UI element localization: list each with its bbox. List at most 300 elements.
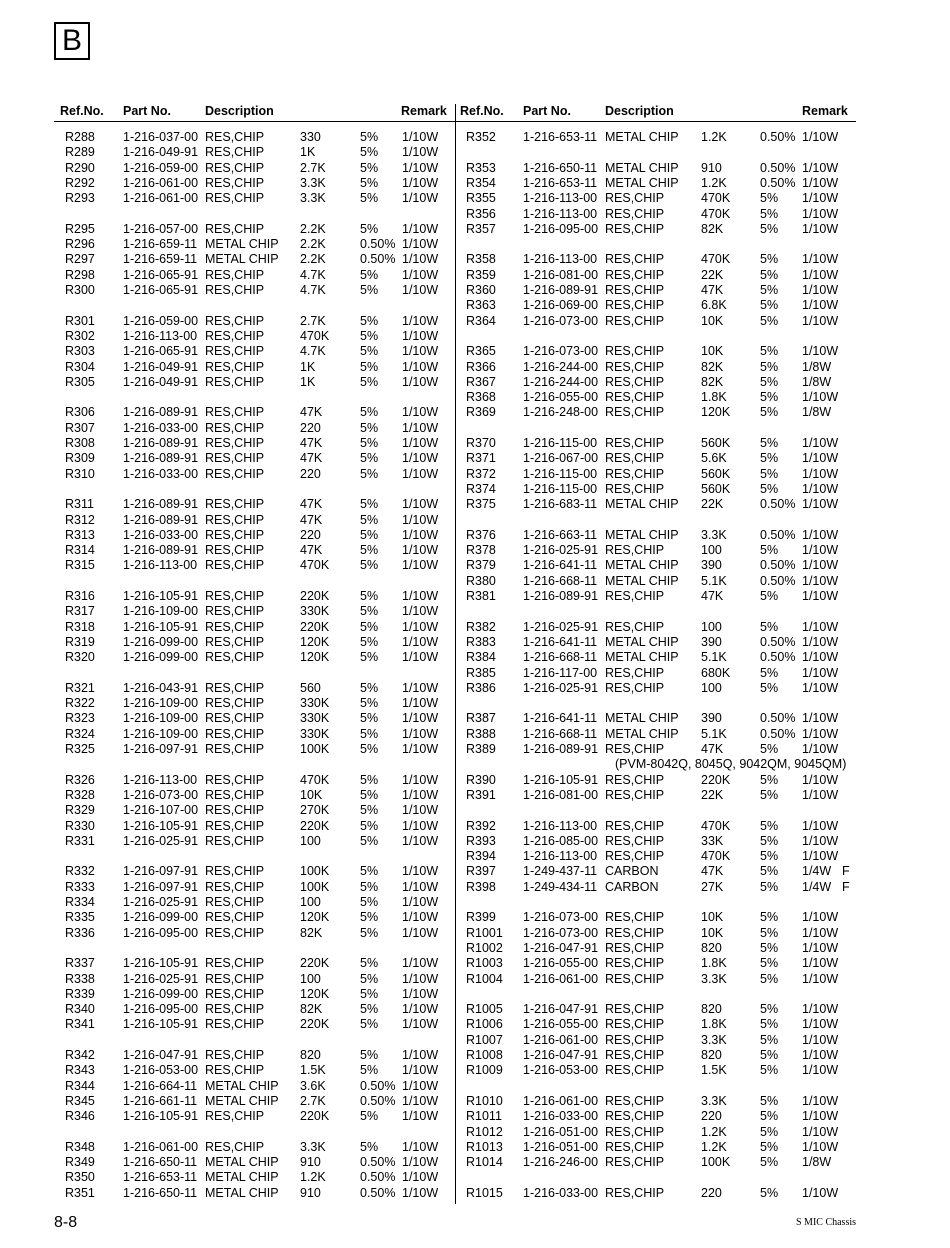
right-row-tol: 0.50% bbox=[760, 650, 796, 665]
right-row-value: 3.3K bbox=[701, 1093, 727, 1108]
right-row-desc: RES,CHIP bbox=[605, 1063, 665, 1078]
right-row-desc: RES,CHIP bbox=[605, 252, 665, 267]
right-row-watt: 1/8W bbox=[802, 1155, 832, 1170]
left-row-part: 1-216-089-91 bbox=[123, 405, 199, 420]
right-row-watt: 1/10W bbox=[802, 451, 839, 466]
right-row-tol: 5% bbox=[760, 481, 779, 496]
right-row-desc: METAL CHIP bbox=[605, 711, 679, 726]
left-row-desc: RES,CHIP bbox=[205, 589, 265, 603]
left-row-watt: 1/10W bbox=[402, 604, 439, 619]
left-row-ref: R293 bbox=[65, 191, 95, 206]
right-row-desc: METAL CHIP bbox=[605, 650, 679, 665]
right-row-desc: RES,CHIP bbox=[605, 971, 665, 986]
left-row-ref: R346 bbox=[65, 1109, 95, 1124]
left-row-value: 220K bbox=[300, 1017, 330, 1032]
left-row-tol: 5% bbox=[360, 1048, 379, 1062]
left-row-value: 220K bbox=[300, 818, 330, 833]
left-row-value: 120K bbox=[300, 634, 330, 649]
left-row-part: 1-216-113-00 bbox=[123, 558, 198, 573]
right-row-watt: 1/10W bbox=[802, 680, 839, 695]
right-row-desc: RES,CHIP bbox=[605, 910, 665, 925]
right-row-watt: 1/10W bbox=[802, 1139, 839, 1154]
left-row-value: 2.2K bbox=[300, 221, 326, 236]
left-row-watt: 1/10W bbox=[402, 1155, 439, 1170]
right-row-value: 820 bbox=[701, 1048, 722, 1062]
right-row-desc: RES,CHIP bbox=[605, 1124, 665, 1139]
left-row-part: 1-216-659-11 bbox=[123, 237, 198, 252]
right-row-ref: R1013 bbox=[466, 1139, 503, 1154]
left-row-value: 330K bbox=[300, 711, 330, 726]
left-row-value: 4.7K bbox=[300, 267, 326, 282]
right-row-tol: 5% bbox=[760, 619, 779, 634]
left-row-watt: 1/10W bbox=[402, 650, 439, 665]
left-row-value: 2.7K bbox=[300, 160, 326, 175]
left-row-part: 1-216-043-91 bbox=[123, 680, 199, 695]
right-row-part: 1-216-025-91 bbox=[523, 619, 599, 634]
right-row-watt: 1/8W bbox=[802, 405, 832, 420]
left-row-desc: RES,CHIP bbox=[205, 787, 265, 802]
left-row-watt: 1/10W bbox=[402, 925, 439, 940]
left-row-watt: 1/10W bbox=[402, 543, 439, 558]
right-row-value: 1.5K bbox=[701, 1063, 727, 1078]
left-row-watt: 1/10W bbox=[402, 1185, 439, 1200]
left-row-desc: METAL CHIP bbox=[205, 1093, 279, 1108]
right-row-watt: 1/10W bbox=[802, 436, 839, 450]
right-row-desc: RES,CHIP bbox=[605, 956, 665, 971]
left-row-tol: 5% bbox=[360, 1017, 379, 1032]
right-row-desc: RES,CHIP bbox=[605, 298, 665, 313]
left-row-tol: 5% bbox=[360, 910, 379, 925]
left-row-value: 1K bbox=[300, 359, 316, 374]
left-row-ref: R336 bbox=[65, 925, 95, 940]
right-row-ref: R389 bbox=[466, 742, 496, 756]
left-row-tol: 5% bbox=[360, 634, 379, 649]
left-row-watt: 1/10W bbox=[402, 512, 439, 527]
left-row-desc: RES,CHIP bbox=[205, 359, 265, 374]
right-row-desc: METAL CHIP bbox=[605, 175, 679, 190]
right-row-tol: 0.50% bbox=[760, 573, 796, 588]
left-row-watt: 1/10W bbox=[402, 267, 439, 282]
left-row-desc: RES,CHIP bbox=[205, 283, 265, 297]
left-row-tol: 5% bbox=[360, 221, 379, 236]
right-row-ref: R1009 bbox=[466, 1063, 503, 1078]
right-row-part: 1-216-095-00 bbox=[523, 221, 599, 236]
right-row-desc: RES,CHIP bbox=[605, 283, 665, 297]
left-row-value: 47K bbox=[300, 543, 323, 558]
left-row-watt: 1/10W bbox=[402, 696, 439, 711]
left-row-desc: RES,CHIP bbox=[205, 986, 265, 1001]
left-row-ref: R342 bbox=[65, 1048, 95, 1062]
left-row-tol: 5% bbox=[360, 864, 379, 879]
right-row-value: 1.2K bbox=[701, 1124, 727, 1139]
right-row-part: 1-216-653-11 bbox=[523, 130, 598, 144]
right-row-watt: 1/10W bbox=[802, 313, 839, 328]
left-row-tol: 0.50% bbox=[360, 1155, 396, 1170]
left-row-part: 1-216-109-00 bbox=[123, 696, 199, 711]
right-row-part: 1-216-081-00 bbox=[523, 267, 599, 282]
right-row-watt: 1/10W bbox=[802, 1093, 839, 1108]
right-row-tol: 0.50% bbox=[760, 558, 796, 573]
right-row-value: 120K bbox=[701, 405, 731, 420]
right-row-part: 1-216-663-11 bbox=[523, 527, 598, 542]
left-row-watt: 1/10W bbox=[402, 634, 439, 649]
right-row-value: 22K bbox=[701, 787, 724, 802]
left-row-watt: 1/10W bbox=[402, 374, 439, 389]
right-row-value: 5.1K bbox=[701, 650, 727, 665]
right-row-ref: R379 bbox=[466, 558, 496, 573]
left-row-tol: 0.50% bbox=[360, 1170, 396, 1185]
right-row-watt: 1/10W bbox=[802, 543, 839, 558]
left-row-part: 1-216-105-91 bbox=[123, 1017, 199, 1032]
left-row-ref: R351 bbox=[65, 1185, 95, 1200]
right-row-tol: 5% bbox=[760, 359, 779, 374]
left-row-value: 330 bbox=[300, 130, 321, 144]
left-row-watt: 1/10W bbox=[402, 910, 439, 925]
left-row-watt: 1/10W bbox=[402, 1002, 439, 1017]
right-row-ref: R1006 bbox=[466, 1017, 503, 1032]
right-row-tol: 5% bbox=[760, 665, 779, 680]
left-row-part: 1-216-037-00 bbox=[123, 130, 199, 144]
left-row-watt: 1/10W bbox=[402, 772, 439, 787]
right-row-tol: 5% bbox=[760, 1063, 779, 1078]
header-ref-no-left: Ref.No. bbox=[60, 104, 104, 118]
left-row-desc: RES,CHIP bbox=[205, 772, 265, 787]
right-row-tol: 5% bbox=[760, 680, 779, 695]
right-row-ref: R384 bbox=[466, 650, 496, 665]
right-row-value: 560K bbox=[701, 481, 731, 496]
left-row-ref: R343 bbox=[65, 1063, 95, 1078]
column-separator bbox=[455, 104, 456, 1204]
right-row-watt: 1/10W bbox=[802, 130, 839, 144]
left-row-desc: RES,CHIP bbox=[205, 650, 265, 665]
left-row-ref: R329 bbox=[65, 803, 95, 818]
left-row-desc: RES,CHIP bbox=[205, 680, 265, 695]
right-row-value: 5.1K bbox=[701, 726, 727, 741]
left-row-tol: 5% bbox=[360, 1002, 379, 1017]
left-row-watt: 1/10W bbox=[402, 742, 439, 756]
right-row-ref: R369 bbox=[466, 405, 496, 420]
right-row-watt: 1/10W bbox=[802, 1017, 839, 1032]
left-row-watt: 1/10W bbox=[402, 803, 439, 818]
right-row-value: 5.1K bbox=[701, 573, 727, 588]
left-row-desc: RES,CHIP bbox=[205, 512, 265, 527]
right-row-watt: 1/10W bbox=[802, 634, 839, 649]
right-row-value: 220 bbox=[701, 1109, 722, 1124]
right-row-desc: RES,CHIP bbox=[605, 267, 665, 282]
right-row-desc: RES,CHIP bbox=[605, 1185, 665, 1200]
left-row-watt: 1/10W bbox=[402, 726, 439, 741]
right-row-value: 220K bbox=[701, 772, 731, 787]
left-row-ref: R315 bbox=[65, 558, 95, 573]
right-row-part: 1-216-033-00 bbox=[523, 1185, 599, 1200]
left-row-value: 100 bbox=[300, 895, 321, 909]
right-row-desc: RES,CHIP bbox=[605, 206, 665, 221]
left-row-value: 120K bbox=[300, 986, 330, 1001]
right-row-ref: R372 bbox=[466, 466, 496, 481]
left-row-part: 1-216-089-91 bbox=[123, 512, 199, 527]
right-row-part: 1-216-248-00 bbox=[523, 405, 599, 420]
left-row-part: 1-216-089-91 bbox=[123, 543, 199, 558]
left-row-ref: R325 bbox=[65, 742, 95, 756]
left-row-tol: 5% bbox=[360, 436, 379, 450]
right-row-tol: 5% bbox=[760, 344, 779, 359]
left-row-tol: 5% bbox=[360, 130, 379, 144]
left-row-desc: RES,CHIP bbox=[205, 971, 265, 986]
left-row-tol: 5% bbox=[360, 925, 379, 940]
right-row-ref: R374 bbox=[466, 481, 496, 496]
left-row-watt: 1/10W bbox=[402, 818, 439, 833]
right-row-part: 1-216-641-11 bbox=[523, 711, 598, 726]
left-row-desc: RES,CHIP bbox=[205, 405, 265, 420]
left-row-part: 1-216-065-91 bbox=[123, 344, 199, 359]
right-row-watt: 1/10W bbox=[802, 910, 839, 925]
left-row-ref: R344 bbox=[65, 1078, 95, 1093]
left-row-part: 1-216-105-91 bbox=[123, 589, 199, 603]
left-row-desc: RES,CHIP bbox=[205, 696, 265, 711]
left-row-ref: R301 bbox=[65, 313, 95, 328]
right-row-value: 560K bbox=[701, 436, 731, 450]
right-row-flag: F bbox=[842, 879, 850, 894]
right-row-value: 1.2K bbox=[701, 1139, 727, 1154]
right-row-ref: R1014 bbox=[466, 1155, 503, 1170]
right-row-desc: METAL CHIP bbox=[605, 726, 679, 741]
right-row-tol: 0.50% bbox=[760, 130, 796, 144]
left-row-watt: 1/10W bbox=[402, 1078, 439, 1093]
right-row-tol: 5% bbox=[760, 390, 779, 405]
left-row-part: 1-216-099-00 bbox=[123, 634, 199, 649]
right-row-watt: 1/10W bbox=[802, 160, 839, 175]
left-row-tol: 5% bbox=[360, 1139, 379, 1154]
right-row-watt: 1/10W bbox=[802, 711, 839, 726]
header-ref-no-right: Ref.No. bbox=[460, 104, 504, 118]
right-row-part: 1-216-246-00 bbox=[523, 1155, 599, 1170]
left-row-desc: RES,CHIP bbox=[205, 145, 265, 160]
left-row-desc: RES,CHIP bbox=[205, 864, 265, 879]
left-row-desc: RES,CHIP bbox=[205, 726, 265, 741]
left-row-ref: R302 bbox=[65, 328, 95, 343]
right-row-desc: RES,CHIP bbox=[605, 1002, 665, 1017]
left-row-desc: METAL CHIP bbox=[205, 1155, 279, 1170]
right-row-ref: R1011 bbox=[466, 1109, 502, 1124]
left-row-value: 220 bbox=[300, 527, 321, 542]
right-row-desc: RES,CHIP bbox=[605, 436, 665, 450]
left-row-part: 1-216-065-91 bbox=[123, 283, 199, 297]
header-description-right: Description bbox=[605, 104, 674, 118]
left-row-tol: 5% bbox=[360, 680, 379, 695]
left-row-desc: RES,CHIP bbox=[205, 711, 265, 726]
right-row-watt: 1/10W bbox=[802, 925, 839, 940]
left-row-value: 330K bbox=[300, 604, 330, 619]
left-row-value: 330K bbox=[300, 726, 330, 741]
left-row-ref: R345 bbox=[65, 1093, 95, 1108]
section-label-box: B bbox=[54, 22, 90, 60]
left-row-watt: 1/10W bbox=[402, 344, 439, 359]
right-row-tol: 0.50% bbox=[760, 634, 796, 649]
left-row-value: 3.3K bbox=[300, 191, 326, 206]
left-row-watt: 1/10W bbox=[402, 497, 439, 512]
left-row-part: 1-216-105-91 bbox=[123, 818, 199, 833]
right-row-ref: R382 bbox=[466, 619, 496, 634]
left-row-tol: 5% bbox=[360, 711, 379, 726]
left-row-desc: RES,CHIP bbox=[205, 803, 265, 818]
right-row-desc: RES,CHIP bbox=[605, 925, 665, 940]
left-row-part: 1-216-061-00 bbox=[123, 191, 199, 206]
left-row-watt: 1/10W bbox=[402, 237, 439, 252]
left-row-ref: R328 bbox=[65, 787, 95, 802]
right-row-ref: R392 bbox=[466, 818, 496, 833]
left-row-part: 1-216-061-00 bbox=[123, 175, 199, 190]
right-row-watt: 1/10W bbox=[802, 497, 839, 512]
left-row-value: 220K bbox=[300, 589, 330, 603]
left-row-ref: R304 bbox=[65, 359, 95, 374]
left-row-watt: 1/10W bbox=[402, 221, 439, 236]
left-row-desc: RES,CHIP bbox=[205, 160, 265, 175]
right-row-watt: 1/10W bbox=[802, 818, 839, 833]
left-row-value: 100K bbox=[300, 879, 330, 894]
left-row-value: 2.2K bbox=[300, 237, 326, 252]
right-row-value: 220 bbox=[701, 1185, 722, 1200]
left-row-part: 1-216-095-00 bbox=[123, 1002, 199, 1017]
right-row-desc: CARBON bbox=[605, 864, 659, 879]
right-row-watt: 1/10W bbox=[802, 742, 839, 756]
left-row-tol: 5% bbox=[360, 558, 379, 573]
header-remark-right: Remark bbox=[802, 104, 848, 118]
left-row-tol: 5% bbox=[360, 374, 379, 389]
right-row-value: 390 bbox=[701, 711, 722, 726]
left-row-ref: R310 bbox=[65, 466, 95, 481]
left-row-ref: R290 bbox=[65, 160, 95, 175]
right-row-ref: R393 bbox=[466, 833, 496, 848]
left-row-tol: 5% bbox=[360, 191, 379, 206]
right-row-ref: R366 bbox=[466, 359, 496, 374]
right-row-watt: 1/10W bbox=[802, 252, 839, 267]
right-row-value: 820 bbox=[701, 1002, 722, 1017]
left-row-watt: 1/10W bbox=[402, 466, 439, 481]
left-row-desc: RES,CHIP bbox=[205, 558, 265, 573]
left-row-tol: 5% bbox=[360, 466, 379, 481]
right-row-ref: R397 bbox=[466, 864, 496, 879]
left-row-desc: RES,CHIP bbox=[205, 910, 265, 925]
right-row-ref: R398 bbox=[466, 879, 496, 894]
right-row-value: 47K bbox=[701, 283, 724, 297]
right-row-desc: METAL CHIP bbox=[605, 497, 679, 512]
left-row-desc: METAL CHIP bbox=[205, 1170, 279, 1185]
left-row-tol: 5% bbox=[360, 145, 379, 160]
right-row-part: 1-216-089-91 bbox=[523, 742, 599, 756]
left-row-tol: 5% bbox=[360, 833, 379, 848]
right-row-desc: RES,CHIP bbox=[605, 1017, 665, 1032]
right-row-ref: R381 bbox=[466, 589, 496, 603]
right-row-ref: R1007 bbox=[466, 1032, 503, 1047]
right-row-value: 470K bbox=[701, 206, 731, 221]
left-row-value: 10K bbox=[300, 787, 323, 802]
right-row-desc: RES,CHIP bbox=[605, 787, 665, 802]
right-row-tol: 5% bbox=[760, 543, 779, 558]
left-row-tol: 0.50% bbox=[360, 1185, 396, 1200]
left-row-part: 1-216-059-00 bbox=[123, 160, 199, 175]
left-row-tol: 5% bbox=[360, 283, 379, 297]
left-row-value: 470K bbox=[300, 328, 330, 343]
left-row-watt: 1/10W bbox=[402, 558, 439, 573]
right-row-part: 1-216-061-00 bbox=[523, 1032, 599, 1047]
left-row-watt: 1/10W bbox=[402, 175, 439, 190]
left-row-value: 1.5K bbox=[300, 1063, 326, 1078]
right-row-desc: RES,CHIP bbox=[605, 374, 665, 389]
left-row-tol: 5% bbox=[360, 359, 379, 374]
right-row-part: 1-216-113-00 bbox=[523, 252, 598, 267]
left-row-value: 470K bbox=[300, 772, 330, 787]
model-note: (PVM-8042Q, 8045Q, 9042QM, 9045QM) bbox=[615, 757, 847, 772]
left-row-desc: RES,CHIP bbox=[205, 956, 265, 971]
left-row-ref: R335 bbox=[65, 910, 95, 925]
left-row-watt: 1/10W bbox=[402, 589, 439, 603]
left-row-tol: 5% bbox=[360, 1063, 379, 1078]
left-row-ref: R308 bbox=[65, 436, 95, 450]
left-row-watt: 1/10W bbox=[402, 1109, 439, 1124]
right-row-desc: RES,CHIP bbox=[605, 849, 665, 864]
left-row-value: 1K bbox=[300, 374, 316, 389]
left-row-value: 100 bbox=[300, 971, 321, 986]
right-row-part: 1-216-053-00 bbox=[523, 1063, 599, 1078]
right-row-tol: 5% bbox=[760, 1017, 779, 1032]
left-row-desc: METAL CHIP bbox=[205, 237, 279, 252]
right-row-part: 1-216-033-00 bbox=[523, 1109, 599, 1124]
right-row-tol: 5% bbox=[760, 1093, 779, 1108]
right-row-value: 82K bbox=[701, 221, 724, 236]
right-row-part: 1-216-047-91 bbox=[523, 940, 599, 955]
right-row-tol: 5% bbox=[760, 1032, 779, 1047]
right-row-ref: R391 bbox=[466, 787, 496, 802]
right-row-tol: 5% bbox=[760, 864, 779, 879]
right-row-watt: 1/8W bbox=[802, 359, 832, 374]
left-row-tol: 5% bbox=[360, 527, 379, 542]
left-row-part: 1-216-109-00 bbox=[123, 604, 199, 619]
left-row-tol: 5% bbox=[360, 267, 379, 282]
left-row-desc: RES,CHIP bbox=[205, 604, 265, 619]
left-row-part: 1-216-099-00 bbox=[123, 650, 199, 665]
right-row-ref: R358 bbox=[466, 252, 496, 267]
right-row-desc: METAL CHIP bbox=[605, 573, 679, 588]
left-row-part: 1-216-109-00 bbox=[123, 711, 199, 726]
right-row-tol: 5% bbox=[760, 742, 779, 756]
right-row-desc: RES,CHIP bbox=[605, 1048, 665, 1062]
right-row-desc: RES,CHIP bbox=[605, 344, 665, 359]
right-row-watt: 1/10W bbox=[802, 619, 839, 634]
left-row-desc: RES,CHIP bbox=[205, 313, 265, 328]
right-row-value: 3.3K bbox=[701, 1032, 727, 1047]
right-row-desc: RES,CHIP bbox=[605, 665, 665, 680]
left-row-ref: R303 bbox=[65, 344, 95, 359]
right-row-part: 1-216-668-11 bbox=[523, 726, 598, 741]
right-row-part: 1-216-244-00 bbox=[523, 359, 599, 374]
left-row-tol: 5% bbox=[360, 818, 379, 833]
right-row-watt: 1/10W bbox=[802, 726, 839, 741]
right-row-ref: R1005 bbox=[466, 1002, 503, 1017]
right-row-part: 1-216-641-11 bbox=[523, 558, 598, 573]
right-row-part: 1-249-437-11 bbox=[523, 864, 598, 879]
right-row-watt: 1/10W bbox=[802, 787, 839, 802]
left-row-value: 47K bbox=[300, 436, 323, 450]
left-row-desc: RES,CHIP bbox=[205, 420, 265, 435]
left-row-tol: 5% bbox=[360, 328, 379, 343]
left-row-tol: 5% bbox=[360, 344, 379, 359]
right-row-watt: 1/10W bbox=[802, 558, 839, 573]
right-row-ref: R359 bbox=[466, 267, 496, 282]
left-row-ref: R322 bbox=[65, 696, 95, 711]
left-row-tol: 0.50% bbox=[360, 237, 396, 252]
right-row-part: 1-216-081-00 bbox=[523, 787, 599, 802]
right-row-tol: 5% bbox=[760, 206, 779, 221]
